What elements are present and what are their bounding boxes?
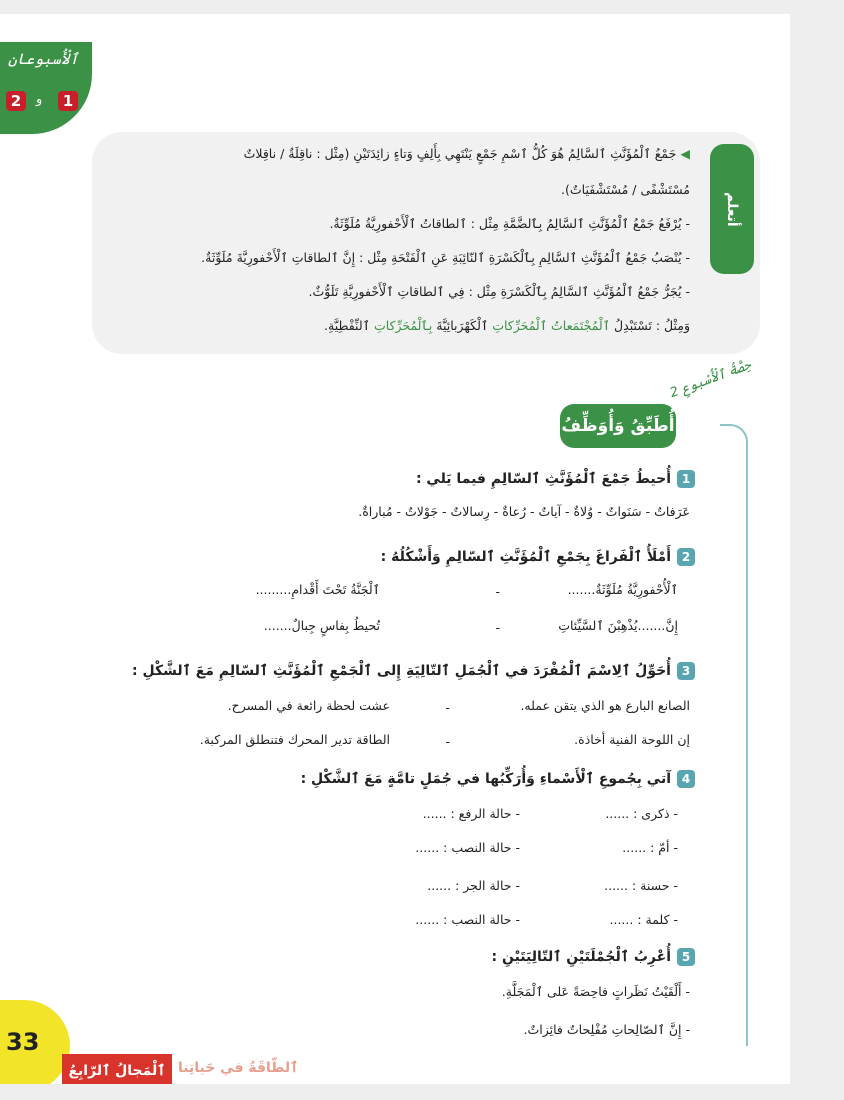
q2-item-1: ٱلْأُحْفورِيَّةُ مُلَوِّثَةٌ....... <box>567 582 678 597</box>
question-1: 1 أُحيطُ جَمْعَ ٱلْمُؤَنَّثِ ٱلسّالِمِ فيما يَلي : <box>416 470 695 488</box>
question-4: 4 آتي بِجُموعِ ٱلْأَسْماءِ وَأُرَكِّبُها في جُمَلٍ تامَّةٍ مَعَ ٱلشَّكْلِ : <box>301 770 695 788</box>
question-number-2: 2 <box>677 548 695 566</box>
question-number-1: 1 <box>677 470 695 488</box>
question-3: 3 أُحَوِّلُ ٱلِاسْمَ ٱلْمُفْرَدَ في ٱلْجُمَلِ ٱلتّالِيَةِ إِلى ٱلْجَمْعِ ٱلْمُؤَنَّثِ ٱلسّالِمِ مَعَ ٱلشَّكْلِ : <box>132 662 695 680</box>
week-2-label: حِصَّةُ ٱلْأُسْبوعِ 2 <box>668 357 754 402</box>
week-label: ٱلْأُسبوعان <box>8 50 79 68</box>
rule-line-3: - يُرْفَعُ جَمْعُ ٱلْمُؤَنَّثِ ٱلسَّالِمُ بِٱلضَّمَّةِ مِثْل : ٱلطاقاتُ ٱلْأَحْفورِيَّةُ مُلَوِّثَةٌ. <box>329 216 690 231</box>
question-number-5: 5 <box>677 948 695 966</box>
q2-item-3: إِنَّ.......يُذْهِبْنَ ٱلسَّيِّئاتِ <box>558 618 678 633</box>
apply-section-title: أُطَبِّقُ وَأُوَظِّفُ <box>560 404 676 448</box>
q4-row-4-word: - كلمة : ...... <box>609 912 678 927</box>
q2-item-4: تُحيطُ بِفاسٍ جِبالٌ....... <box>263 618 380 633</box>
q2-dash-2: - <box>495 620 500 635</box>
q1-words: عَرَفاتٌ - سَنَواتٌ - وُلاةٌ - آياتٌ - رُعاةٌ - رِسالاتٌ - جَوْلاتٌ - مُباراةٌ. <box>358 504 690 519</box>
q3-item-2: عشت لحظة رائعة في المسرح. <box>227 698 390 713</box>
question-number-3: 3 <box>677 662 695 680</box>
q4-row-2-case: - حالة النصب : ...... <box>415 840 520 855</box>
page-number: 33 <box>6 1028 40 1056</box>
q5-item-2: - إِنَّ ٱلصّالِحاتِ مُفْلِحاتٌ فائِزاتٌ. <box>523 1022 690 1037</box>
q5-item-1: - أَلْقَيْتُ نَظَراتٍ فاحِصَةً عَلى ٱلْمَجَلَّةِ. <box>501 984 690 999</box>
domain-tab: ٱلْمَجالُ ٱلرّابِعُ <box>62 1054 172 1084</box>
q4-row-3-word: - حسنة : ...... <box>604 878 678 893</box>
q3-dash-1: - <box>445 700 450 715</box>
q3-item-4: الطاقة تدير المحرك فتنطلق المركبة. <box>199 732 390 747</box>
rule-line-1: ◀ جَمْعُ ٱلْمُؤَنَّثِ ٱلسَّالِمُ هُوَ كُلُّ ٱسْمِ جَمْعٍ يَنْتَهِي بِأَلِفٍ وَتاءٍ زائِدَتَيْنِ (مِثْل : ناقِلَةٌ / ناقِلاتٌ <box>243 146 690 161</box>
q3-item-1: الصانع البارع هو الذي يتقن عمله. <box>520 698 690 713</box>
workbook-page <box>0 14 790 1084</box>
triangle-bullet-icon: ◀ <box>680 146 690 161</box>
section-frame <box>720 424 748 1046</box>
q4-row-2-word: - أمّ : ...... <box>622 840 678 855</box>
rule-line-5: - يُجَرُّ جَمْعُ ٱلْمُؤَنَّثِ ٱلسَّالِمُ بِٱلْكَسْرَةِ مِثْل : فِي ٱلطاقاتِ ٱلْأَحْفورِيَّةِ تَلَوُّثٌ. <box>308 284 690 299</box>
q4-row-1-case: - حالة الرفع : ...... <box>422 806 520 821</box>
rule-line-2: مُسْتَشْفًى / مُسْتَشْفَيَاتٌ). <box>561 182 690 197</box>
q3-dash-2: - <box>445 734 450 749</box>
rules-tab: أتعلم <box>710 144 754 274</box>
rule-line-4: - يُنْصَبُ جَمْعُ ٱلْمُؤَنَّثِ ٱلسَّالِمِ بِٱلْكَسْرَةِ ٱلنّائِبَةِ عَنِ ٱلْفَتْحَةِ مِثْل : إِنَّ ٱلطاقاتِ ٱلْأَحْفورِيَّةَ مُلَوِّثَةٌ. <box>201 250 690 265</box>
q4-row-1-word: - ذكرى : ...... <box>605 806 678 821</box>
q4-row-3-case: - حالة الجر : ...... <box>427 878 520 893</box>
theme-label: ٱلطّاقَةُ في حَياتِنا <box>178 1060 299 1076</box>
week-number-2: 2 <box>6 91 26 111</box>
question-number-4: 4 <box>677 770 695 788</box>
q2-dash-1: - <box>495 584 500 599</box>
question-2: 2 أَمْلَأُ ٱلْفَراغَ بِجَمْعِ ٱلْمُؤَنَّثِ ٱلسّالِمِ وَأَشْكُلُهُ : <box>381 548 695 566</box>
week-number-1: 1 <box>58 91 78 111</box>
question-5: 5 أُعْرِبُ ٱلْجُمْلَتَيْنِ ٱلتّالِيَتَيْنِ : <box>492 948 695 966</box>
q4-row-4-case: - حالة النصب : ...... <box>415 912 520 927</box>
rule-example: وَمِثْلُ : تَسْتَبْدِلُ ٱلْمُجْتَمَعاتُ ٱلْمُحَرِّكاتِ ٱلْكَهْرَبائِيَّةَ بِٱلْمُحَرِّكاتِ ٱلنِّفْطِيَّةِ. <box>324 318 690 333</box>
q3-item-3: إن اللوحة الفنية أخاذة. <box>574 732 690 747</box>
week-and: و <box>36 92 43 107</box>
q2-item-2: ٱلْجَنَّةُ تَحْتَ أَقْدامِ......... <box>255 582 380 597</box>
